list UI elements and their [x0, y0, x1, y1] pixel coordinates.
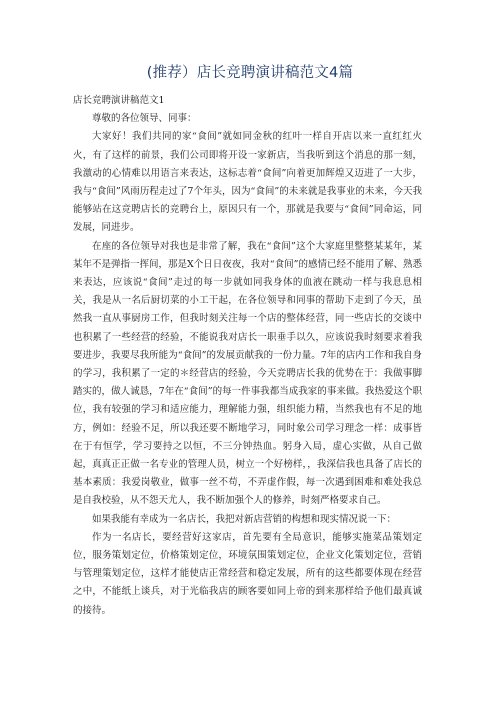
body-paragraph: 如果我能有幸成为一名店长，我把对新店营销的构想和现实情况说一下：: [92, 513, 397, 525]
document-title: (推荐）店长竞聘演讲稿范文4篇: [146, 65, 354, 81]
body-paragraph: 大家好！我们共同的家“食间”就如同金秋的红叶一样自开店以来一直红红火火，有了这样的前景，我们公司即将开设一家新店，当我听到这个消息的那一刻，我激动的心情难以用语言来表达，这标志着“食间”向着更加辉煌又迈进了一大步，我与“食间”风雨历程走过了7个年头，因为“食间”的未来就是我事业的未来，今天我能够站在这竞聘店长的竞聘台上，原因只有一个，那就是我要与“食间”同命运，同发展，同进步。: [73, 131, 422, 234]
section-subtitle: 店长竞聘演讲稿范文1: [73, 95, 165, 106]
body-paragraph: 作为一名店长，要经营好这家店，首先要有全局意识，能够实施菜品策划定位，服务策划定位，价格策划定位，环境氛围策划定位，企业文化策划定位，营销与管理策划定位，这样才能使店正常经营和稳定发展，所有的这些都要体现在经营之中，不能纸上谈兵，对于光临我店的顾客要如同上帝的到来那样给予他们最真诚的接待。: [73, 531, 422, 616]
document-body: [73, 92, 422, 620]
salutation-paragraph: 尊敬的各位领导、同事：: [92, 113, 197, 125]
body-paragraph: 在座的各位领导对我也是非常了解，我在“食间”这个大家庭里整整某某年，某某年不是弹指一挥间，那是X个日日夜夜，我对“食间”的感情已经不能用了解、熟悉来表达，应该说“食间”走过的每一步就如同我身体的血液在跳动一样与我息息相关，我是从一名后厨切菜的小工干起，在各位领导和同事的帮助下走到了今天，虽然我一直从事厨房工作，但我时刻关注每一个店的整体经营，同一些店长的交谈中也积累了一些经营的经验，不能说我对店长一职垂手以久，应该说我时刻要求着我要进步，我要尽我所能为“食间”的发展贡献我的一份力量。7年的店内工作和我自身的学习，我积累了一定的＊经营店的经验，今天竞聘店长我的优势在于：我做事脚踏实的，做人诚恳，7年在“食间”的每一件事我都当成我家的事来做。我热爱这个职位，我有较强的学习和适应能力，理解能力强，组织能力精，当然我也有不足的地方，例如：经验不足，所以我还要不断地学习，同时象公司学习理念一样：成事皆在于有恒学，学习要持之以恒，不三分钟热血。躬身入局，虚心实做，从自己做起，真真正正做一名专业的管理人员，树立一个好榜样，，我深信我也具备了店长的基本素质：我爱岗敬业，做事一丝不苟，不弄虚作假，每一次遇到困难和难处我总是自我校验，从不怨天尤人，我不断加强个人的修养，时刻严格要求自己。: [73, 240, 422, 507]
